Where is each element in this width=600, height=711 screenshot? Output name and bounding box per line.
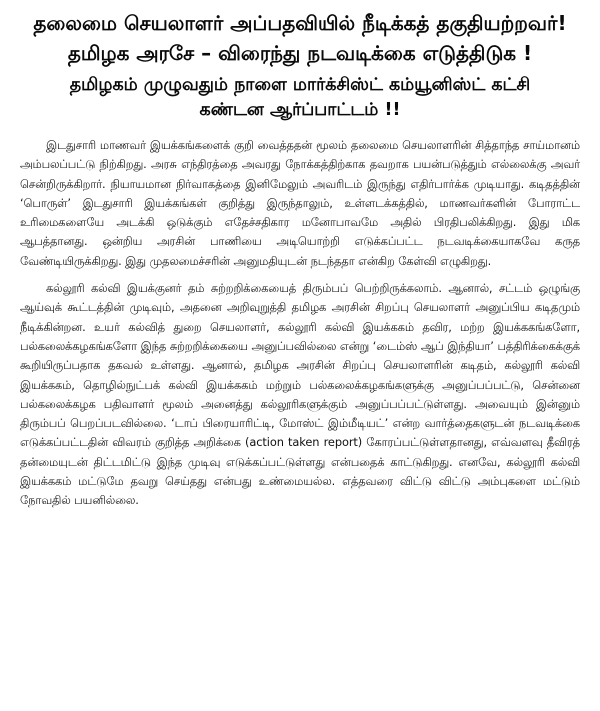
paragraph-2: கல்லூரி கல்வி இயக்குனர் தம் சுற்றறிக்கையைத் திரும்பப் பெற்றிருக்கலாம். ஆனால், சட்டம் ஒழுங்கு ஆய்வுக் கூட்டத்தின் முடிவும், அதனை அறிவுறுத்தி தமிழக அரசின் சிறப்பு செயலாளர் அனுப்பிய கடிதமும் நீடிக்கின்றன. உயர் கல்வித் துறை செயலாளர், கல்லூரி கல்வி இயக்ககம் தவிர, மற்ற இயக்ககங்களோ, பல்கலைக்கழகங்களோ இந்த சுற்றறிக்கையை அனுப்பவில்லை என்று ‘டைம்ஸ் ஆப் இந்தியா’ பத்திரிக்கைக்குக் கூறியிருப்பதாக தகவல் உள்ளது. ஆனால், தமிழக அரசின் சிறப்பு செயலாளரின் கடிதம், கல்லூரி கல்வி இயக்ககம், தொழில்நுட்பக் கல்வி இயக்ககம் மற்றும் பல்கலைக்கழகங்களுக்கு அனுப்பப்பட்டு, சென்னை பல்கலைக்கழக பதிவாளர் மூலம் அனைத்து கல்லூரிகளுக்கும் அனுப்பப்பட்டுள்ளது. அவையும் இன்னும் திரும்பப் பெறப்படவில்லை. ‘டாப் பிரையாரிட்டி, மோஸ்ட் இம்மீடியட்’ என்ற வார்த்தைகளுடன் நடவடிக்கை எடுக்கப்பட்டதின் விவரம் குறித்த அறிக்கை (action taken report) கோரப்பட்டுள்ளதானது, எவ்வளவு தீவிரத் தன்மையுடன் திட்டமிட்டு இந்த முடிவு எடுக்கப்பட்டுள்ளது என்பதைக் காட்டுகிறது. எனவே, கல்லூரி கல்வி இயக்ககம் மட்டுமே தவறு செய்தது என்பது உண்மையல்ல. எத்தவரை விட்டு விட்டு அம்புகளை மட்டும் நோவதில் பயனில்லை. — [20, 281, 580, 508]
paragraph-1: இடதுசாரி மாணவர் இயக்கங்களைக் குறி வைத்ததன் மூலம் தலைமை செயலாளரின் சித்தாந்த சாய்மானம் அம்பலப்பட்டு நிற்கிறது. அரசு எந்திரத்தை அவரது நோக்கத்திற்காக தவறாக பயன்படுத்தும் எல்லைக்கு அவர் சென்றிருக்கிறார். நியாயமான நிர்வாகத்தை இனிமேலும் அவரிடம் இருந்து எதிர்பார்க்க முடியாது. கடிதத்தின் ‘பொருள்’ இடதுசாரி இயக்கங்கள் குறித்து இருந்தாலும், உள்ளடக்கத்தில், மாணவர்களின் போராட்ட உரிமைகளையே அடக்கி ஒடுக்கும் எதேச்சதிகார மனோபாவமே அதில் பிரதிபலிக்கிறது. இது மிக ஆபத்தானது. ஒன்றிய அரசின் பாணியை அடியொற்றி எடுக்கப்பட்ட நடவடிக்கையாகவே கருத வேண்டியிருக்கிறது. இது முதலமைச்சரின் அனுமதியுடன் நடந்ததா என்கிற கேள்வி எழுகிறது. — [20, 138, 580, 268]
headline-line-1: தலைமை செயலாளர் அப்பதவியில் நீடிக்கத் தகுதியற்றவர்! — [33, 11, 567, 35]
headline-line-3: தமிழகம் முழுவதும் நாளை மார்க்சிஸ்ட் கம்யூனிஸ்ட் கட்சி — [69, 75, 531, 95]
article-body — [20, 136, 580, 511]
headline-line-2: தமிழக அரசே – விரைந்து நடவடிக்கை எடுத்திடுக ! — [67, 41, 533, 65]
headline-line-4: கண்டன ஆர்ப்பாட்டம் !! — [199, 100, 401, 120]
